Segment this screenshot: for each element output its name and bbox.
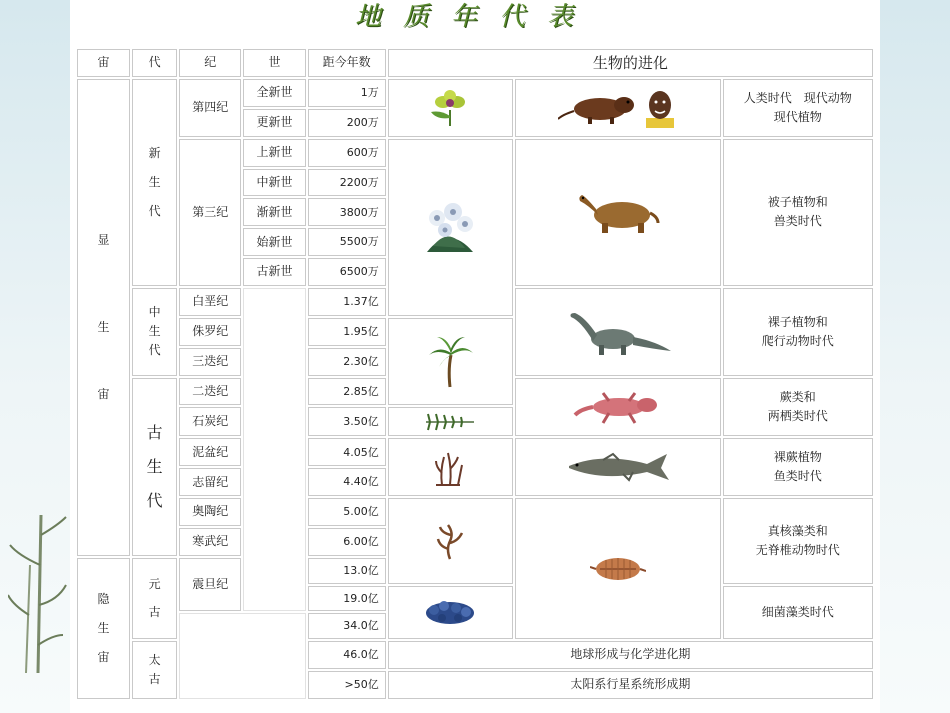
age-value: 46.0亿 bbox=[308, 641, 386, 669]
period-silurian: 志留纪 bbox=[179, 468, 241, 496]
epoch-miocene: 中新世 bbox=[243, 169, 305, 197]
table-row bbox=[77, 139, 873, 167]
epoch-pliocene: 上新世 bbox=[243, 139, 305, 167]
age-value: 2.30亿 bbox=[308, 348, 386, 376]
period-epoch-blank bbox=[179, 613, 305, 699]
algae-colony-icon bbox=[422, 596, 478, 628]
era-paleozoic-char: 古 bbox=[146, 423, 163, 443]
eon-cryptozoic bbox=[77, 558, 130, 699]
header-eon: 宙 bbox=[77, 49, 130, 77]
evolution-text: 鱼类时代 bbox=[773, 469, 822, 484]
amphibian-icon bbox=[573, 389, 663, 425]
eon-cryptozoic-char: 宙 bbox=[97, 649, 110, 664]
period-tertiary: 第三纪 bbox=[179, 139, 241, 286]
age-value: 3.50亿 bbox=[308, 407, 386, 436]
era-cenozoic-char: 代 bbox=[148, 203, 161, 218]
eon-phanerozoic-char: 生 bbox=[97, 319, 110, 334]
human-face-icon bbox=[642, 88, 678, 128]
trilobite-icon bbox=[590, 552, 646, 586]
evolution-fern-era bbox=[723, 378, 873, 437]
geologic-time-sheet bbox=[70, 0, 880, 713]
header-age: 距今年数 bbox=[308, 49, 386, 77]
era-mesozoic-char: 生 bbox=[148, 324, 161, 339]
bare-plant-icon bbox=[430, 447, 470, 487]
age-value: 1.95亿 bbox=[308, 318, 386, 346]
period-jurassic: 侏罗纪 bbox=[179, 318, 241, 346]
palm-tree-icon bbox=[425, 335, 475, 389]
animal-image-devonian bbox=[515, 438, 721, 496]
evolution-text: 兽类时代 bbox=[773, 214, 822, 229]
plant-image-mesozoic bbox=[388, 318, 513, 406]
age-value: 4.40亿 bbox=[308, 468, 386, 496]
animal-image-tertiary bbox=[515, 139, 721, 286]
age-value: >50亿 bbox=[308, 671, 386, 699]
age-value: 200万 bbox=[308, 109, 386, 137]
table-row bbox=[77, 438, 873, 466]
animal-image-permian bbox=[515, 378, 721, 437]
mammal-icon bbox=[576, 187, 660, 237]
period-cretaceous: 白垩纪 bbox=[179, 288, 241, 316]
age-value: 13.0亿 bbox=[308, 558, 386, 584]
period-ordovician: 奥陶纪 bbox=[179, 498, 241, 526]
header-epoch: 世 bbox=[243, 49, 305, 77]
era-cenozoic-char: 生 bbox=[148, 175, 161, 190]
evolution-text: 现代植物 bbox=[773, 109, 822, 124]
era-proterozoic bbox=[132, 558, 177, 639]
eon-cryptozoic-char: 隐 bbox=[97, 592, 110, 607]
evolution-text: 爬行动物时代 bbox=[761, 333, 834, 348]
evolution-text: 裸子植物和 bbox=[767, 314, 828, 329]
header-era: 代 bbox=[132, 49, 177, 77]
age-value: 2.85亿 bbox=[308, 378, 386, 406]
era-mesozoic-char: 中 bbox=[148, 305, 161, 320]
age-value: 600万 bbox=[308, 139, 386, 167]
evolution-text: 蕨类和 bbox=[779, 389, 816, 404]
evolution-eukaryote-era bbox=[723, 498, 873, 583]
rodent-icon bbox=[558, 89, 638, 127]
period-devonian: 泥盆纪 bbox=[179, 438, 241, 466]
epoch-holocene: 全新世 bbox=[243, 79, 305, 107]
period-triassic: 三迭纪 bbox=[179, 348, 241, 376]
page-title: 地质年代表 bbox=[354, 2, 595, 32]
age-value: 1万 bbox=[308, 79, 386, 107]
evolution-human-era bbox=[723, 79, 873, 137]
animal-image-quaternary bbox=[515, 79, 721, 137]
period-cambrian: 寒武纪 bbox=[179, 528, 241, 556]
period-permian: 二迭纪 bbox=[179, 378, 241, 406]
age-value: 6500万 bbox=[308, 258, 386, 286]
evolution-text: 真核藻类和 bbox=[767, 523, 828, 538]
evolution-gymnosperm-era bbox=[723, 288, 873, 376]
age-value: 1.37亿 bbox=[308, 288, 386, 316]
header-evolution: 生物的进化 bbox=[388, 49, 873, 77]
eon-phanerozoic bbox=[77, 79, 130, 556]
table-row bbox=[77, 79, 873, 107]
era-proterozoic-char: 元 bbox=[148, 576, 161, 591]
era-archean-char: 太 bbox=[148, 652, 161, 667]
evolution-bacteria-era: 细菌藻类时代 bbox=[723, 586, 873, 640]
seaweed-icon bbox=[432, 521, 468, 561]
age-value: 4.05亿 bbox=[308, 438, 386, 466]
geologic-timescale-table bbox=[75, 47, 875, 701]
age-value: 6.00亿 bbox=[308, 528, 386, 556]
table-row bbox=[77, 498, 873, 526]
animal-image-precambrian bbox=[515, 498, 721, 639]
epoch-blank bbox=[243, 288, 305, 611]
evolution-solar-formation: 太阳系行星系统形成期 bbox=[388, 671, 873, 699]
plant-image-carboniferous bbox=[388, 407, 513, 436]
age-value: 19.0亿 bbox=[308, 586, 386, 612]
animal-image-mesozoic bbox=[515, 288, 721, 376]
age-value: 5.00亿 bbox=[308, 498, 386, 526]
epoch-pleistocene: 更新世 bbox=[243, 109, 305, 137]
evolution-text: 裸蕨植物 bbox=[773, 450, 822, 465]
evolution-earth-formation: 地球形成与化学进化期 bbox=[388, 641, 873, 669]
orchid-flower-icon bbox=[425, 88, 475, 128]
header-period: 纪 bbox=[179, 49, 241, 77]
age-value: 5500万 bbox=[308, 228, 386, 256]
evolution-text: 两栖类时代 bbox=[767, 408, 828, 423]
fish-icon bbox=[563, 450, 673, 484]
plant-image-quaternary bbox=[388, 79, 513, 137]
plant-image-tertiary bbox=[388, 139, 513, 316]
evolution-text: 人类时代 现代动物 bbox=[743, 90, 852, 105]
evolution-text: 被子植物和 bbox=[767, 195, 828, 210]
table-header-row bbox=[77, 49, 873, 77]
age-value: 3800万 bbox=[308, 198, 386, 226]
bamboo-decoration-icon bbox=[8, 505, 68, 675]
period-carboniferous: 石炭纪 bbox=[179, 407, 241, 436]
epoch-oligocene: 渐新世 bbox=[243, 198, 305, 226]
period-sinian: 震旦纪 bbox=[179, 558, 241, 612]
evolution-psilophyte-era bbox=[723, 438, 873, 496]
plant-image-ordovician bbox=[388, 498, 513, 583]
plant-image-precambrian bbox=[388, 586, 513, 640]
era-cenozoic-char: 新 bbox=[148, 146, 161, 161]
dinosaur-icon bbox=[563, 307, 673, 357]
epoch-eocene: 始新世 bbox=[243, 228, 305, 256]
flowering-shrub-icon bbox=[419, 196, 481, 258]
period-quaternary: 第四纪 bbox=[179, 79, 241, 137]
era-mesozoic bbox=[132, 288, 177, 376]
evolution-text: 无脊椎动物时代 bbox=[755, 542, 840, 557]
era-archean bbox=[132, 641, 177, 699]
era-cenozoic bbox=[132, 79, 177, 286]
plant-image-devonian bbox=[388, 438, 513, 496]
era-archean-char: 古 bbox=[148, 672, 161, 687]
era-paleozoic-char: 代 bbox=[146, 490, 163, 510]
era-paleozoic-char: 生 bbox=[146, 456, 163, 476]
era-proterozoic-char: 古 bbox=[148, 605, 161, 620]
eon-cryptozoic-char: 生 bbox=[97, 621, 110, 635]
evolution-angiosperm-era bbox=[723, 139, 873, 286]
age-value: 34.0亿 bbox=[308, 613, 386, 639]
epoch-paleocene: 古新世 bbox=[243, 258, 305, 286]
eon-phanerozoic-char: 宙 bbox=[97, 386, 110, 401]
era-mesozoic-char: 代 bbox=[148, 343, 161, 358]
eon-phanerozoic-char: 显 bbox=[97, 233, 110, 248]
fern-sprig-icon bbox=[424, 412, 476, 432]
era-paleozoic bbox=[132, 378, 177, 556]
age-value: 2200万 bbox=[308, 169, 386, 197]
